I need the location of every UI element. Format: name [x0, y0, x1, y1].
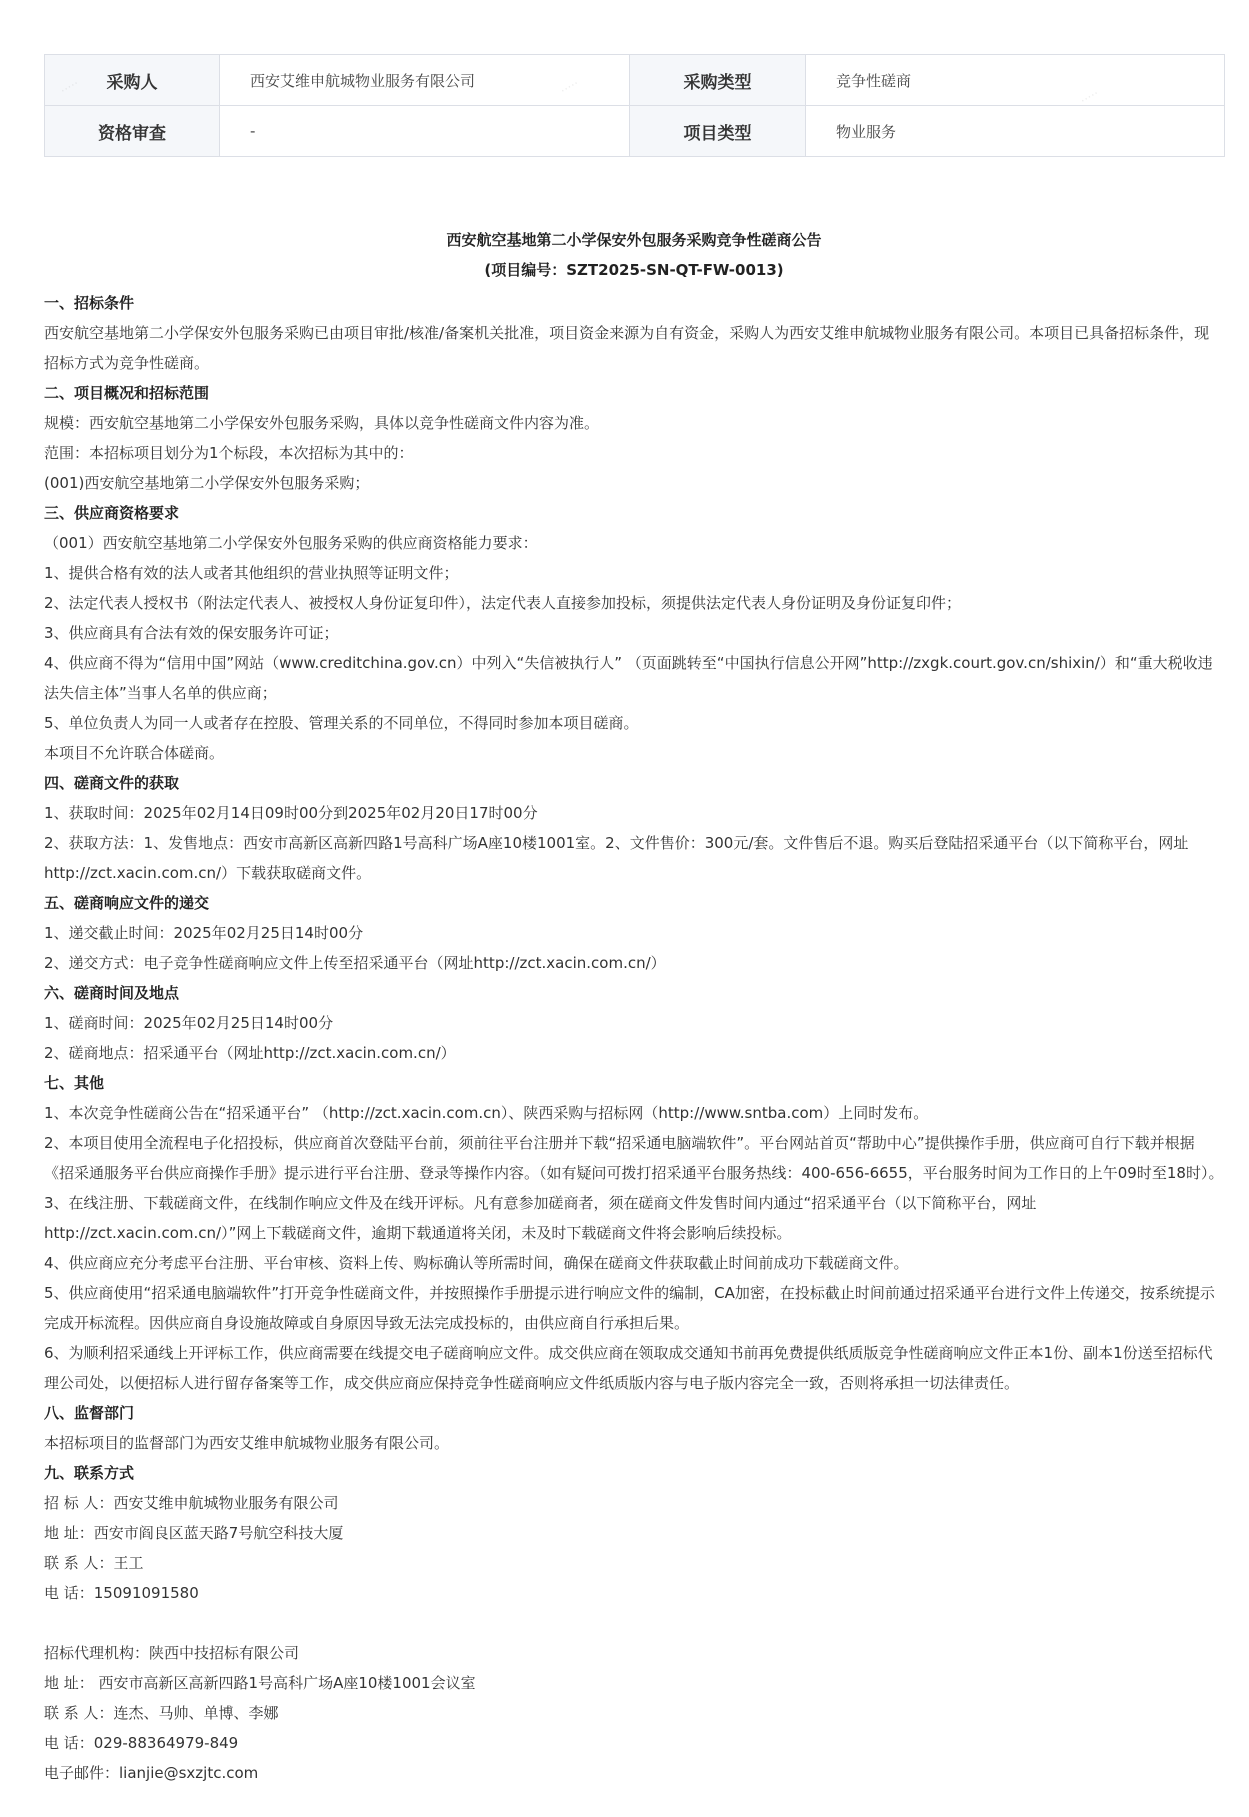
- paragraph-line: 联 系 人：连杰、马帅、单博、李娜: [44, 1704, 279, 1722]
- paragraph-line: 3、在线注册、下载磋商文件，在线制作响应文件及在线开评标。凡有意参加磋商者，须在磋商文件发售时间内通过“招采通平台（以下简称平台，网址http://zct.xacin.com.cn/）”网上下载磋商文件，逾期下载通道将关闭，未及时下载磋商文件将会影响后续投标。: [44, 1194, 1037, 1242]
- info-row-1: [45, 55, 1225, 106]
- paragraph-line: 3、供应商具有合法有效的保安服务许可证；: [44, 624, 339, 642]
- watermark: ·····: [1077, 86, 1102, 108]
- paragraph-line: 本项目不允许联合体磋商。: [44, 744, 225, 762]
- section-heading: 八、监督部门: [44, 1404, 135, 1422]
- paragraph-line: 2、本项目使用全流程电子化招投标，供应商首次登陆平台前，须前往平台注册并下载“招采通电脑端软件”。平台网站首页“帮助中心”提供操作手册，供应商可自行下载并根据《招采通服务平台供应商操作手册》提示进行平台注册、登录等操作内容。（如有疑问可拨打招采通平台服务热线：400-656-6655，平台服务时间为工作日的上午09时至18时）。: [44, 1134, 1224, 1182]
- purchaser-label: 采购人: [45, 55, 220, 106]
- section-heading: 二、项目概况和招标范围: [44, 384, 210, 402]
- paragraph-line: 联 系 人：王工: [44, 1554, 144, 1572]
- paragraph-line: 2、磋商地点：招采通平台（网址http://zct.xacin.com.cn/）: [44, 1044, 456, 1062]
- section-heading: 五、磋商响应文件的递交: [44, 894, 210, 912]
- document-subtitle: (项目编号：SZT2025-SN-QT-FW-0013): [484, 261, 784, 279]
- paragraph-line: 1、递交截止时间：2025年02月25日14时00分: [44, 924, 364, 942]
- document-body: [44, 288, 1224, 1788]
- info-row-2: [45, 106, 1225, 157]
- project-type-value: 物业服务: [806, 106, 1225, 157]
- paragraph-line: 1、磋商时间：2025年02月25日14时00分: [44, 1014, 334, 1032]
- section-heading: 三、供应商资格要求: [44, 504, 180, 522]
- paragraph-line: 本招标项目的监督部门为西安艾维申航城物业服务有限公司。: [44, 1434, 450, 1452]
- section-heading: 六、磋商时间及地点: [44, 984, 180, 1002]
- paragraph-line: 2、法定代表人授权书（附法定代表人、被授权人身份证复印件），法定代表人直接参加投标，须提供法定代表人身份证明及身份证复印件；: [44, 594, 962, 612]
- paragraph-line: 招 标 人：西安艾维申航城物业服务有限公司: [44, 1494, 339, 1512]
- purchase-type-label: 采购类型: [630, 55, 806, 106]
- qualification-label: 资格审查: [45, 106, 220, 157]
- info-table: [44, 54, 1225, 157]
- paragraph-line: 招标代理机构：陕西中技招标有限公司: [44, 1644, 300, 1662]
- paragraph-line: 5、单位负责人为同一人或者存在控股、管理关系的不同单位，不得同时参加本项目磋商。: [44, 714, 639, 732]
- purchaser-value: 西安艾维申航城物业服务有限公司: [220, 55, 630, 106]
- paragraph-line: 4、供应商应充分考虑平台注册、平台审核、资料上传、购标确认等所需时间，确保在磋商文件获取截止时间前成功下载磋商文件。: [44, 1254, 909, 1272]
- paragraph-line: 6、为顺利招采通线上开评标工作，供应商需要在线提交电子磋商响应文件。成交供应商在领取成交通知书前再免费提供纸质版竞争性磋商响应文件正本1份、副本1份送至招标代理公司处，以便招标人进行留存备案等工作，成交供应商应保持竞争性磋商响应文件纸质版内容与电子版内容完全一致，否则将承担一切法律责任。: [44, 1344, 1213, 1392]
- paragraph-line: 范围：本招标项目划分为1个标段，本次招标为其中的：: [44, 444, 414, 462]
- paragraph-line: (001)西安航空基地第二小学保安外包服务采购；: [44, 474, 370, 492]
- blank-line: [44, 1608, 1224, 1638]
- paragraph-line: 规模：西安航空基地第二小学保安外包服务采购，具体以竞争性磋商文件内容为准。: [44, 414, 600, 432]
- paragraph-line: 4、供应商不得为“信用中国”网站（www.creditchina.gov.cn）中列入“失信被执行人” （页面跳转至“中国执行信息公开网”http://zxgk.court.gov.cn/shixin/）和“重大税收违法失信主体”当事人名单的供应商；: [44, 654, 1213, 702]
- paragraph-line: 电 话：15091091580: [44, 1584, 199, 1602]
- paragraph-line: 西安航空基地第二小学保安外包服务采购已由项目审批/核准/备案机关批准，项目资金来源为自有资金，采购人为西安艾维申航城物业服务有限公司。本项目已具备招标条件，现招标方式为竞争性磋商。: [44, 324, 1210, 372]
- paragraph-line: （001）西安航空基地第二小学保安外包服务采购的供应商资格能力要求：: [44, 534, 538, 552]
- paragraph-line: 1、本次竞争性磋商公告在“招采通平台” （http://zct.xacin.com.cn）、陕西采购与招标网（http://www.sntba.com）上同时发布。: [44, 1104, 929, 1122]
- qualification-value: -: [220, 106, 630, 157]
- section-heading: 九、联系方式: [44, 1464, 135, 1482]
- paragraph-line: 2、递交方式：电子竞争性磋商响应文件上传至招采通平台（网址http://zct.xacin.com.cn/）: [44, 954, 666, 972]
- info-table-wrapper: [44, 54, 1224, 157]
- paragraph-line: 5、供应商使用“招采通电脑端软件”打开竞争性磋商文件，并按照操作手册提示进行响应文件的编制，CA加密，在投标截止时间前通过招采通平台进行文件上传递交，按系统提示完成开标流程。因供应商自身设施故障或自身原因导致无法完成投标的，由供应商自行承担后果。: [44, 1284, 1215, 1332]
- paragraph-line: 1、提供合格有效的法人或者其他组织的营业执照等证明文件；: [44, 564, 459, 582]
- section-heading: 七、其他: [44, 1074, 105, 1092]
- paragraph-line: 2、获取方法：1、发售地点：西安市高新区高新四路1号高科广场A座10楼1001室。2、文件售价：300元/套。文件售后不退。购买后登陆招采通平台（以下简称平台，网址 http://zct.xacin.com.cn/）下载获取磋商文件。: [44, 834, 1189, 882]
- section-heading: 一、招标条件: [44, 294, 135, 312]
- purchase-type-value: 竞争性磋商: [806, 55, 1225, 106]
- section-heading: 四、磋商文件的获取: [44, 774, 180, 792]
- paragraph-line: 电 话：029-88364979-849: [44, 1734, 239, 1752]
- project-type-label: 项目类型: [630, 106, 806, 157]
- watermark: ·····: [557, 76, 582, 98]
- paragraph-line: 1、获取时间：2025年02月14日09时00分到2025年02月20日17时00分: [44, 804, 538, 822]
- paragraph-line: 地 址：西安市阎良区蓝天路7号航空科技大厦: [44, 1524, 344, 1542]
- document-title: 西安航空基地第二小学保安外包服务采购竞争性磋商公告: [446, 231, 822, 249]
- paragraph-line: 电子邮件：lianjie@sxzjtc.com: [44, 1764, 259, 1782]
- paragraph-line: 地 址： 西安市高新区高新四路1号高科广场A座10楼1001会议室: [44, 1674, 476, 1692]
